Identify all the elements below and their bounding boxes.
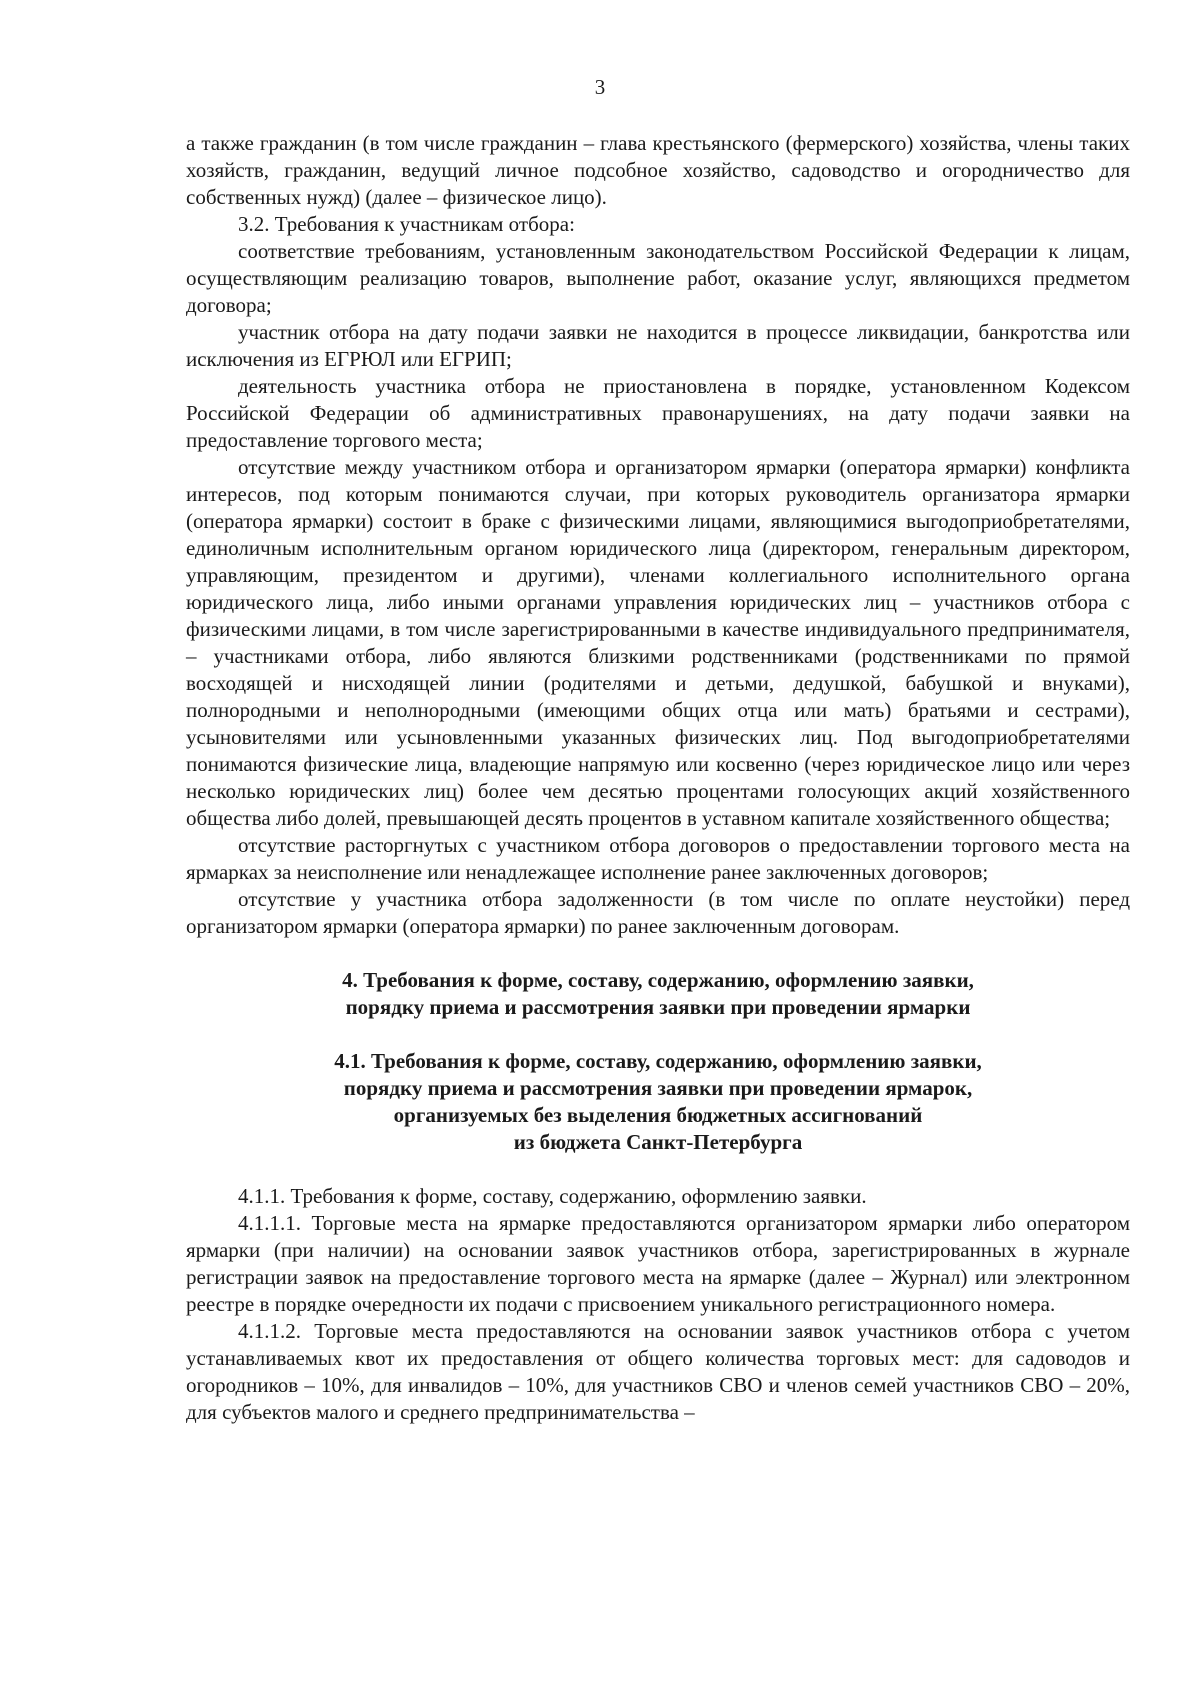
paragraph-requirement-liquidation: участник отбора на дату подачи заявки не находится в процессе ликвидации, банкротства или исключения из ЕГРЮЛ или ЕГРИП; — [186, 320, 1130, 371]
document-body — [186, 130, 1130, 1426]
section-heading-4-line: 4. Требования к форме, составу, содержанию, оформлению заявки, — [342, 968, 974, 992]
paragraph-4-1-1-2: 4.1.1.2. Торговые места предоставляются на основании заявок участников отбора с учетом устанавливаемых квот их предоставления от общего количества торговых мест: для садоводов и огородников – 10%, для инвалидов – 10%, для участников СВО и членов семей участников СВО – 20%, для субъектов малого и среднего предпринимательства – — [186, 1319, 1130, 1424]
section-heading-4-1 — [186, 1048, 1130, 1156]
paragraph-requirement-compliance: соответствие требованиям, установленным законодательством Российской Федерации к лицам, осуществляющим реализацию товаров, выполнение работ, оказание услуг, являющихся предметом договора; — [186, 239, 1130, 317]
paragraph-3-2-title: 3.2. Требования к участникам отбора: — [238, 212, 575, 236]
paragraph-requirement-terminated-contracts: отсутствие расторгнутых с участником отбора договоров о предоставлении торгового места на ярмарках за неисполнение или ненадлежащее исполнение ранее заключенных договоров; — [186, 833, 1130, 884]
paragraph-continuation: а также гражданин (в том числе гражданин – глава крестьянского (фермерского) хозяйства, члены таких хозяйств, гражданин, ведущий личное подсобное хозяйство, садоводство и огородничество для собственных нужд) (далее – физическое лицо). — [186, 131, 1130, 209]
page-number: 3 — [594, 75, 606, 99]
section-heading-4 — [186, 967, 1130, 1021]
section-heading-4-1-line: 4.1. Требования к форме, составу, содержанию, оформлению заявки, — [334, 1049, 982, 1073]
paragraph-requirement-suspension: деятельность участника отбора не приостановлена в порядке, установленном Кодексом Российской Федерации об административных правонарушениях, на дату подачи заявки на предоставление торгового места; — [186, 374, 1130, 452]
section-heading-4-line: порядку приема и рассмотрения заявки при проведении ярмарки — [345, 995, 971, 1019]
paragraph-4-1-1-1: 4.1.1.1. Торговые места на ярмарке предоставляются организатором ярмарки либо оператором ярмарки (при наличии) на основании заявок участников отбора, зарегистрированных в журнале регистрации заявок на предоставление торгового места на ярмарке (далее – Журнал) или электронном реестре в порядке очередности их подачи с присвоением уникального регистрационного номера. — [186, 1211, 1130, 1316]
section-heading-4-1-line: организуемых без выделения бюджетных ассигнований — [393, 1103, 923, 1127]
paragraph-requirement-debt: отсутствие у участника отбора задолженности (в том числе по оплате неустойки) перед организатором ярмарки (оператора ярмарки) по ранее заключенным договорам. — [186, 887, 1130, 938]
paragraph-requirement-conflict-of-interest: отсутствие между участником отбора и организатором ярмарки (оператора ярмарки) конфликта интересов, под которым понимаются случаи, при которых руководитель организатора ярмарки (оператора ярмарки) состоит в браке с физическими лицами, являющимися выгодоприобретателями, единоличным исполнительным органом юридического лица (директором, генеральным директором, управляющим, президентом и другими), членами коллегиального исполнительного органа юридического лица, либо иными органами управления юридических лиц – участников отбора с физическими лицами, в том числе зарегистрированными в качестве индивидуального предпринимателя, – участниками отбора, либо являются близкими родственниками (родственниками по прямой восходящей и нисходящей линии (родителями и детьми, дедушкой, бабушкой и внуками), полнородными и неполнородными (имеющими общих отца или мать) братьями и сестрами), усыновителями или усыновленными указанных физических лиц. Под выгодоприобретателями понимаются физические лица, владеющие напрямую или косвенно (через юридическое лицо или через несколько юридических лиц) более чем десятью процентами голосующих акций хозяйственного общества либо долей, превышающей десять процентов в уставном капитале хозяйственного общества; — [186, 455, 1130, 830]
section-heading-4-1-line: порядку приема и рассмотрения заявки при проведении ярмарок, — [343, 1076, 973, 1100]
section-heading-4-1-line: из бюджета Санкт-Петербурга — [513, 1130, 803, 1154]
paragraph-4-1-1: 4.1.1. Требования к форме, составу, содержанию, оформлению заявки. — [238, 1184, 867, 1208]
